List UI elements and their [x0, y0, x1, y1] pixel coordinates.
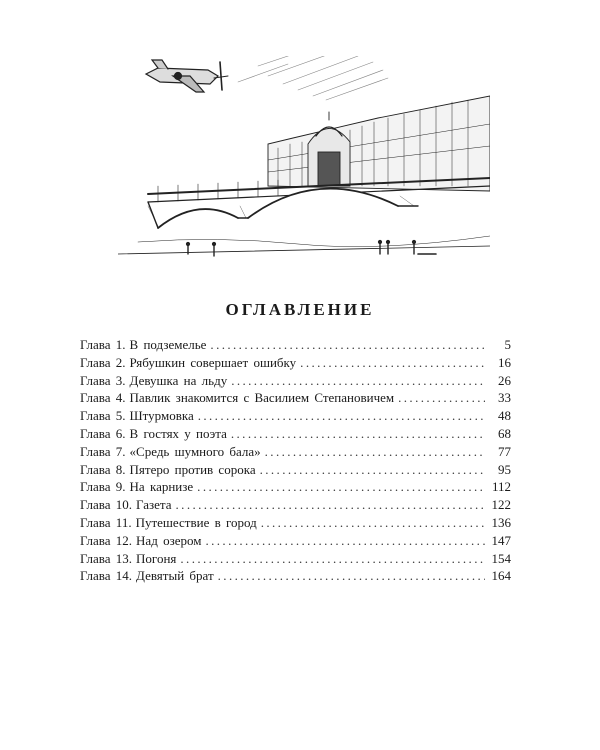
chapter-number: 7.: [115, 443, 126, 459]
chapter-number: 5.: [115, 408, 126, 424]
chapter-title: Пятеро против сорока: [129, 461, 256, 477]
chapter-title: В гостях у поэта: [129, 425, 227, 441]
leader-dots: [231, 425, 485, 443]
page-number: 77: [498, 443, 511, 459]
page-number: 16: [498, 354, 511, 370]
chapter-title: Газета: [136, 497, 172, 513]
page-number: 48: [498, 408, 511, 424]
chapter-word: Глава: [80, 408, 111, 424]
chapter-title: На карнизе: [129, 479, 194, 495]
chapter-word: Глава: [80, 568, 111, 584]
chapter-title: Путешествие в город: [135, 514, 257, 530]
page-number: 33: [498, 390, 511, 406]
leader-dots: [218, 567, 485, 585]
chapter-label: [80, 550, 176, 568]
leader-dots: [231, 372, 485, 390]
chapter-label: [80, 478, 193, 496]
page-number: 154: [491, 550, 511, 566]
toc-entry[interactable]: [80, 496, 511, 514]
toc-entry[interactable]: [80, 514, 511, 532]
leader-dots: [398, 389, 485, 407]
chapter-word: Глава: [80, 337, 111, 352]
chapter-label: [80, 461, 256, 479]
chapter-number: 12.: [115, 532, 133, 548]
chapter-number: 14.: [115, 568, 133, 584]
page-number: 5: [504, 337, 511, 352]
leader-dots: [176, 496, 485, 514]
leader-dots: [198, 407, 485, 425]
chapter-word: Глава: [80, 354, 111, 370]
toc-entry[interactable]: [80, 425, 511, 443]
chapter-number: 1.: [115, 337, 126, 352]
toc-entry[interactable]: [80, 567, 511, 585]
page-number: 164: [491, 568, 511, 584]
chapter-label: [80, 514, 257, 532]
chapter-title: Штурмовка: [129, 408, 194, 424]
chapter-title: Павлик знакомится с Василием Степановичем: [129, 390, 395, 406]
page-number: 122: [491, 497, 511, 513]
chapter-title: В подземелье: [129, 337, 207, 352]
chapter-word: Глава: [80, 532, 111, 548]
leader-dots: [261, 514, 485, 532]
toc-entry[interactable]: [80, 532, 511, 550]
chapter-word: Глава: [80, 479, 111, 495]
toc-entry[interactable]: [80, 407, 511, 425]
leader-dots: [205, 532, 485, 550]
toc-entry[interactable]: [80, 372, 511, 390]
chapter-word: Глава: [80, 497, 111, 513]
chapter-word: Глава: [80, 390, 111, 406]
chapter-number: 3.: [115, 372, 126, 388]
chapter-label: [80, 354, 296, 372]
chapter-title: Над озером: [136, 532, 202, 548]
chapter-number: 13.: [115, 550, 133, 566]
chapter-word: Глава: [80, 514, 111, 530]
toc-entry[interactable]: [80, 336, 511, 354]
chapter-title: Погоня: [136, 550, 177, 566]
page-number: 68: [498, 425, 511, 441]
chapter-number: 4.: [115, 390, 126, 406]
table-of-contents: [80, 336, 511, 585]
chapter-label: [80, 532, 201, 550]
leader-dots: [300, 354, 485, 372]
toc-entry[interactable]: [80, 443, 511, 461]
chapter-label: [80, 389, 394, 407]
chapter-label: [80, 372, 227, 390]
chapter-label: [80, 496, 172, 514]
toc-entry[interactable]: [80, 389, 511, 407]
page-number: 95: [498, 461, 511, 477]
chapter-title: Девушка на льду: [129, 372, 228, 388]
airplane-icon: [146, 60, 228, 92]
chapter-word: Глава: [80, 425, 111, 441]
chapter-title: «Средь шумного бала»: [129, 443, 261, 459]
toc-entry[interactable]: [80, 354, 511, 372]
toc-entry[interactable]: [80, 550, 511, 568]
chapter-title: Рябушкин совершает ошибку: [129, 354, 297, 370]
chapter-number: 6.: [115, 425, 126, 441]
bridge-with-plane-illustration: [118, 56, 490, 274]
chapter-label: [80, 407, 194, 425]
leader-dots: [180, 550, 485, 568]
chapter-label: [80, 567, 214, 585]
page-title: ОГЛАВЛЕНИЕ: [225, 300, 375, 319]
chapter-title: Девятый брат: [136, 568, 214, 584]
chapter-number: 8.: [115, 461, 126, 477]
chapter-word: Глава: [80, 443, 111, 459]
chapter-label: [80, 443, 261, 461]
chapter-number: 9.: [115, 479, 126, 495]
chapter-label: [80, 425, 227, 443]
toc-entry[interactable]: [80, 461, 511, 479]
chapter-number: 2.: [115, 354, 126, 370]
leader-dots: [265, 443, 485, 461]
chapter-word: Глава: [80, 550, 111, 566]
chapter-word: Глава: [80, 461, 111, 477]
chapter-number: 10.: [115, 497, 133, 513]
chapter-number: 11.: [115, 514, 132, 530]
page-number: 26: [498, 372, 511, 388]
page-number: 112: [491, 479, 511, 495]
leader-dots: [210, 336, 485, 354]
page-number: 136: [491, 514, 511, 530]
chapter-word: Глава: [80, 372, 111, 388]
toc-entry[interactable]: [80, 478, 511, 496]
leader-dots: [197, 478, 485, 496]
chapter-label: [80, 336, 206, 354]
leader-dots: [260, 461, 485, 479]
page-number: 147: [491, 532, 511, 548]
